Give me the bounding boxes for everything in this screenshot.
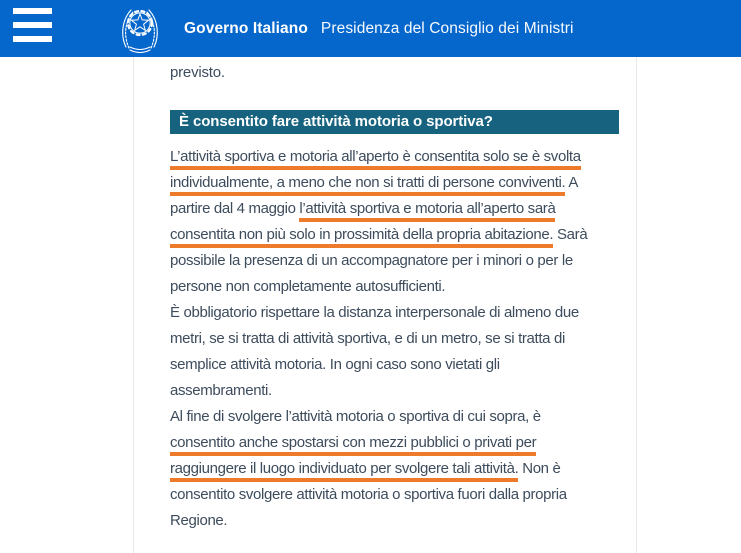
- answer-text: [170, 144, 640, 534]
- site-subtitle: Presidenza del Consiglio dei Ministri: [320, 19, 574, 37]
- highlighted-phrase: L’attività sportiva e motoria all’aperto è consentita solo se è svolta: [170, 148, 581, 170]
- text-line: [170, 274, 640, 300]
- text-segment: metri, se si tratta di attività sportiva, e di un metro, se si tratta di: [170, 330, 565, 347]
- text-line: [170, 300, 640, 326]
- menu-button[interactable]: [13, 8, 52, 42]
- text-segment: partire dal 4 maggio: [170, 200, 300, 217]
- text-line: [170, 144, 640, 170]
- header: [0, 0, 741, 57]
- text-line: [170, 196, 640, 222]
- text-line: [170, 508, 640, 534]
- text-line: [170, 248, 640, 274]
- text-segment: Al fine di svolgere l’attività motoria o sportiva di cui sopra, è: [170, 408, 541, 425]
- hamburger-icon: [13, 22, 52, 28]
- text-segment: possibile la presenza di un accompagnatore per i minori o per le: [170, 252, 573, 269]
- text-line: [170, 326, 640, 352]
- hamburger-icon: [13, 8, 52, 14]
- text-segment: consentito svolgere attività motoria o sportiva fuori dalla propria: [170, 486, 567, 503]
- italy-emblem-icon[interactable]: [118, 3, 162, 54]
- text-segment: semplice attività motoria. In ogni caso sono vietati gli: [170, 356, 500, 373]
- text-line: [170, 378, 640, 404]
- highlighted-phrase: consentita non più solo in prossimità della propria abitazione.: [170, 226, 553, 248]
- text-segment: Sarà: [553, 226, 588, 243]
- text-line: [170, 482, 640, 508]
- text-segment: A: [565, 174, 578, 191]
- highlighted-phrase: l’attività sportiva e motoria all’aperto sarà: [299, 200, 555, 222]
- hamburger-icon: [13, 36, 52, 42]
- text-segment: assembramenti.: [170, 382, 272, 399]
- intro-text: previsto.: [170, 64, 225, 81]
- text-line: [170, 456, 640, 482]
- text-line: [170, 222, 640, 248]
- highlighted-phrase: consentito anche spostarsi con mezzi pubblici o privati per: [170, 434, 536, 456]
- site-title: Governo Italiano: [184, 19, 308, 37]
- brand-link[interactable]: [184, 0, 574, 57]
- highlighted-phrase: raggiungere il luogo individuato per svolgere tali attività.: [170, 460, 518, 482]
- text-segment: Regione.: [170, 512, 228, 529]
- text-segment: persone non completamente autosufficienti.: [170, 278, 446, 295]
- text-segment: Non è: [518, 460, 561, 477]
- question-heading: È consentito fare attività motoria o sportiva?: [170, 110, 619, 134]
- text-line: [170, 430, 640, 456]
- text-segment: È obbligatorio rispettare la distanza interpersonale di almeno due: [170, 304, 579, 321]
- text-line: [170, 170, 640, 196]
- highlighted-phrase: individualmente, a meno che non si tratti di persone conviventi.: [170, 174, 565, 196]
- text-line: [170, 404, 640, 430]
- text-line: [170, 352, 640, 378]
